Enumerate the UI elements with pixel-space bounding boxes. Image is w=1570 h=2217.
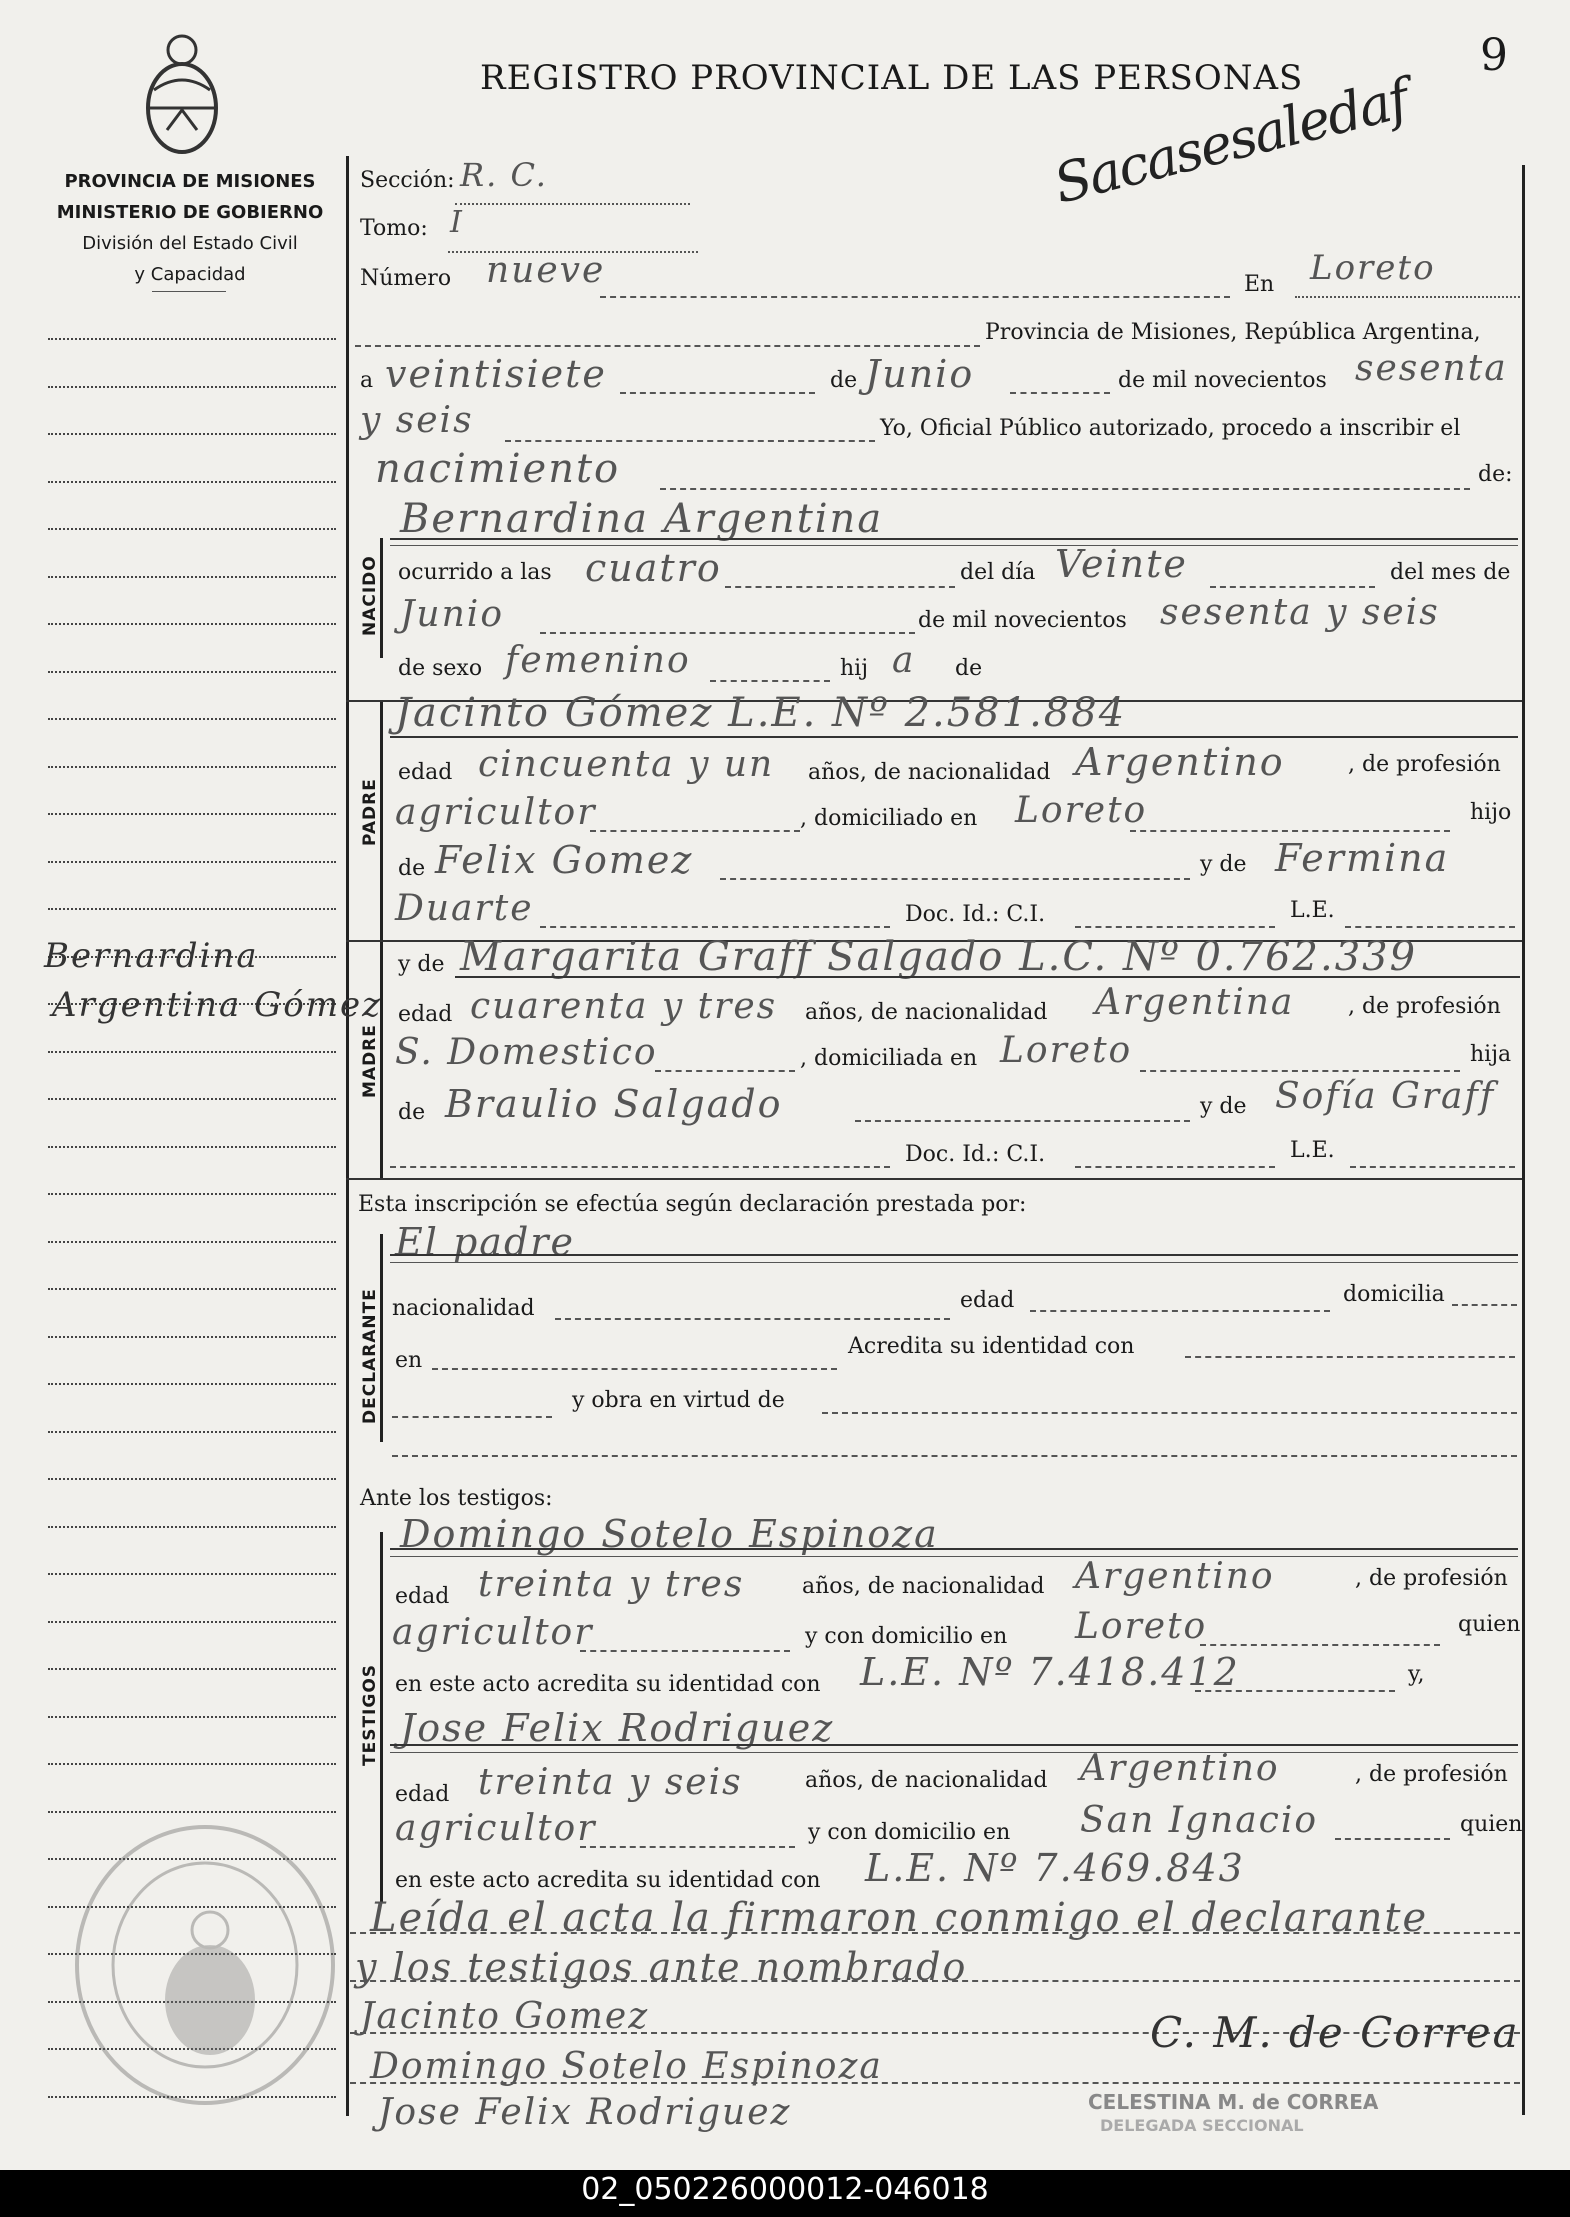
testigo1-quien-label: quien [1458,1612,1521,1637]
testigo2-dom-value: San Ignacio [1080,1800,1319,1841]
anio-value-2: y seis [360,400,474,441]
madre-dom-label: , domiciliada en [800,1046,978,1071]
testigo2-quien-label: quien [1460,1812,1523,1837]
madre-nac-value: Argentina [1095,982,1295,1023]
sexo-value: femenino [505,640,691,681]
margin-rule [48,481,336,483]
official-stamp-title: DELEGADA SECCIONAL [1100,2116,1304,2135]
tomo-value: I [450,205,464,240]
official-stamp-name: CELESTINA M. de CORREA [1088,2090,1379,2114]
declarante-dom-label: domicilia [1343,1282,1445,1307]
nacido-nombre: Bernardina Argentina [400,496,884,542]
testigo2-nombre: Jose Felix Rodriguez [400,1706,835,1750]
madre-madre-value: Sofía Graff [1275,1076,1496,1117]
testigo1-nombre: Domingo Sotelo Espinoza [400,1512,939,1556]
institution-line: PROVINCIA DE MISIONES [64,171,316,192]
top-signature: Sacasesaledaf [1047,67,1414,216]
en-value: Loreto [1310,248,1436,288]
madre-yde2-label: y de [1200,1094,1247,1119]
margin-name-1: Bernardina [44,936,259,976]
signature-declarante: Jacinto Gomez [360,1996,650,2037]
padre-madre-value: Fermina [1275,836,1450,880]
padre-nombre: Jacinto Gómez L.E. Nº 2.581.884 [395,690,1127,736]
testigo2-edad-value: treinta y seis [478,1762,743,1803]
declarante-acredita-label: Acredita su identidad con [848,1334,1135,1359]
padre-prof-label: , de profesión [1348,752,1501,777]
padre-de-label: de [398,856,426,881]
margin-rule [48,1431,336,1433]
page-title: REGISTRO PROVINCIAL DE LAS PERSONAS [480,58,1304,98]
testigo2-nac-label: años, de nacionalidad [805,1768,1048,1793]
nacido-de-label: de [955,656,983,681]
nacido-mes-value: Junio [400,594,504,635]
institution-line: MINISTERIO DE GOBIERNO [56,202,324,223]
margin-rule [48,1098,336,1100]
margin-rule [48,1241,336,1243]
declarante-obra-label: y obra en virtud de [572,1388,785,1413]
padre-hijo-label: hijo [1470,800,1512,825]
institution-line: División del Estado Civil [82,233,298,254]
header-institution [40,166,340,290]
madre-dom-value: Loreto [1000,1030,1133,1071]
closing-line-2: y los testigos ante nombrado [355,1945,968,1989]
testigo2-nac-value: Argentino [1080,1748,1280,1789]
madre-nombre: Margarita Graff Salgado L.C. Nº 0.762.339 [460,934,1418,980]
testigos-side-label: TESTIGOS [360,1663,380,1766]
testigo1-nac-label: años, de nacionalidad [802,1574,1045,1599]
madre-nac-label: años, de nacionalidad [805,1000,1048,1025]
testigo2-prof-value: agricultor [395,1808,597,1849]
image-id: 02_050226000012-046018 [581,2172,989,2207]
padre-edad-value: cincuenta y un [478,744,775,785]
margin-rule [48,1526,336,1528]
padre-prof-value: agricultor [395,792,597,833]
testigo1-prof-value: agricultor [392,1612,594,1653]
margin-rule [48,1621,336,1623]
testigo1-acredita-label: en este acto acredita su identidad con [395,1672,821,1697]
testigo1-dom-value: Loreto [1075,1606,1208,1647]
margin-rule [48,1716,336,1718]
declaracion-intro: Esta inscripción se efectúa según declaración prestada por: [358,1192,1027,1217]
padre-madre-value-2: Duarte [395,888,534,929]
margin-rule [48,1383,336,1385]
margin-rule [48,1336,336,1338]
hij-label: hij [840,656,869,681]
declarante-edad-label: edad [960,1288,1015,1313]
madre-edad-label: edad [398,1002,453,1027]
margin-rule [48,1668,336,1670]
signature-testigo-1: Domingo Sotelo Espinoza [370,2046,883,2087]
madre-padre-value: Braulio Salgado [445,1082,783,1126]
margin-name-2: Argentina Gómez [52,985,383,1025]
margin-rule [48,1288,336,1290]
margin-rule [48,576,336,578]
margin-rule [48,386,336,388]
declarante-value: El padre [395,1220,575,1264]
mes-value: Junio [865,352,975,396]
madre-yde-label: y de [398,952,445,977]
numero-label: Número [360,266,452,291]
acto-value: nacimiento [375,446,621,492]
ocurrido-label: ocurrido a las [398,560,552,585]
official-signature: C. M. de Correa [1150,2008,1520,2057]
sexo-label: de sexo [398,656,483,681]
padre-le-label: L.E. [1290,898,1335,923]
padre-side-label: PADRE [360,778,380,846]
margin-rule [48,338,336,340]
signature-testigo-2: Jose Felix Rodriguez [378,2092,792,2133]
madre-hija-label: hija [1470,1042,1512,1067]
margin-rule [48,671,336,673]
nacido-anio-value: sesenta y seis [1160,592,1440,633]
institution-line: y Capacidad [134,264,246,285]
testigo2-acredita-label: en este acto acredita su identidad con [395,1868,821,1893]
de2-label: de: [1478,462,1513,487]
nacido-dia-value: Veinte [1055,542,1188,586]
madre-le-label: L.E. [1290,1138,1335,1163]
testigos-intro: Ante los testigos: [360,1486,553,1511]
margin-rule [48,1193,336,1195]
padre-edad-label: edad [398,760,453,785]
testigo1-nac-value: Argentino [1075,1556,1275,1597]
margin-rule [48,433,336,435]
declarante-en-label: en [395,1348,423,1373]
testigo2-prof-label: , de profesión [1355,1762,1508,1787]
testigo2-edad-label: edad [395,1782,450,1807]
hij-value: a [892,640,916,681]
madre-edad-value: cuarenta y tres [470,986,778,1027]
margin-rule [48,766,336,768]
seccion-label: Sección: [360,168,455,193]
testigo1-prof-label: , de profesión [1355,1566,1508,1591]
seccion-value: R. C. [460,156,548,194]
closing-line-1: Leída el acta la firmaron conmigo el declarante [370,1895,1429,1941]
testigo2-id-value: L.E. Nº 7.469.843 [865,1846,1245,1890]
margin-rule [48,623,336,625]
margin-rule [48,908,336,910]
madre-side-label: MADRE [360,1024,380,1098]
margin-rule [48,1478,336,1480]
padre-nac-value: Argentino [1075,740,1285,784]
de-label: de [830,368,858,393]
margin-rule [48,718,336,720]
margin-rule [48,1051,336,1053]
margin-rule [48,861,336,863]
anio-value: sesenta [1355,348,1508,389]
del-dia-label: del día [960,560,1036,585]
nacido-anio-label: de mil novecientos [918,608,1127,633]
en-label: En [1244,272,1275,297]
testigo1-edad-label: edad [395,1584,450,1609]
testigo1-id-value: L.E. Nº 7.418.412 [860,1650,1240,1694]
margin-rule [48,1811,336,1813]
page-number: 9 [1480,30,1508,81]
testigo1-dom-label: y con domicilio en [805,1624,1008,1649]
testigo1-edad-value: treinta y tres [478,1564,745,1605]
a-label: a [360,368,374,393]
hora-value: cuatro [585,546,722,590]
margin-rule [48,528,336,530]
madre-prof-label: , de profesión [1348,994,1501,1019]
declarante-side-label: DECLARANTE [360,1288,380,1424]
provincia-text: Provincia de Misiones, República Argentina, [985,320,1481,345]
madre-prof-value: S. Domestico [395,1032,658,1073]
padre-nac-label: años, de nacionalidad [808,760,1051,785]
margin-rule [48,1763,336,1765]
padre-padre-value: Felix Gomez [435,838,694,882]
oficial-text: Yo, Oficial Público autorizado, procedo a inscribir el [880,416,1461,441]
declarante-nac-label: nacionalidad [392,1296,535,1321]
dia-value: veintisiete [385,352,607,396]
numero-value: nueve [486,250,606,291]
madre-doc-label: Doc. Id.: C.I. [905,1142,1046,1167]
tomo-label: Tomo: [360,216,428,241]
padre-dom-label: , domiciliado en [800,806,978,831]
margin-rule [48,1573,336,1575]
madre-de-label: de [398,1100,426,1125]
coat-of-arms-icon [142,30,222,155]
padre-dom-value: Loreto [1015,790,1148,831]
padre-doc-label: Doc. Id.: C.I. [905,902,1046,927]
anio-label: de mil novecientos [1118,368,1327,393]
nacido-side-label: NACIDO [360,555,380,636]
testigo1-y-label: y, [1408,1662,1425,1687]
margin-rule [48,813,336,815]
round-seal-icon [70,1820,340,2110]
del-mes-label: del mes de [1390,560,1511,585]
testigo2-dom-label: y con domicilio en [808,1820,1011,1845]
margin-rule [48,1146,336,1148]
padre-yde-label: y de [1200,852,1247,877]
